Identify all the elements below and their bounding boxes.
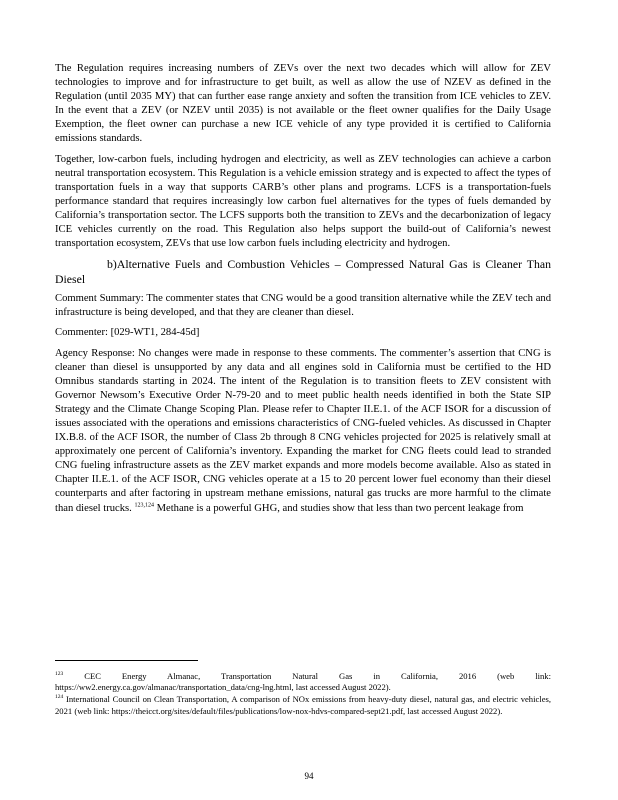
footnote-reference[interactable]: 123,124 bbox=[134, 502, 154, 508]
footnote-text: CEC Energy Almanac, Transportation Natural Gas in California, 2016 (web link: https://ww2.energy.ca.gov/almanac/transportation_data/cng-lng.html, last accessed August 2022). bbox=[55, 671, 551, 693]
agency-response bbox=[55, 347, 551, 516]
footnote-number: 124 bbox=[55, 694, 64, 701]
footnotes bbox=[55, 671, 551, 718]
paragraph-regulation-zev-requirements: The Regulation requires increasing numbers of ZEVs over the next two decades which will allow for ZEV technologies to improve and for infrastructure to get built, as well as allow the use of NZEV as defined in the Regulation (until 2035 MY) that can further ease range anxiety and soften the transition from ICE vehicles to ZEV. In the event that a ZEV (or NZEV until 2035) is not available or the fleet owner qualifies for the Daily Usage Exemption, the fleet owner can purchase a new ICE vehicle of any type provided it is certified to California emissions standards. bbox=[55, 63, 551, 145]
page-number: 94 bbox=[304, 771, 314, 781]
section-heading: b)Alternative Fuels and Combustion Vehicles – Compressed Natural Gas is Cleaner Than Diesel bbox=[55, 257, 551, 287]
commenter-line: Commenter: [029-WT1, 284-45d] bbox=[55, 327, 200, 339]
footnote-item bbox=[55, 694, 551, 716]
comment-summary: Comment Summary: The commenter states that CNG would be a good transition alternative while the ZEV tech and infrastructure is being developed, and that they are cleaner than diesel. bbox=[55, 293, 551, 319]
agency-response-text: Agency Response: No changes were made in response to these comments. The commenter’s assertion that CNG is cleaner than diesel is unsupported by any data and all engines sold in California must be certified to the HD Omnibus standards starting in 2024. The intent of the Regulation is to transition fleets to ZEV consistent with Governor Newsom’s Executive Order N-79-20 and to meet public health needs identified in both the State SIP Strategy and the Climate Change Scoping Plan. Please refer to Chapter II.E.1. of the ACF ISOR for a discussion of issues associated with the operations and emissions characteristics of CNG-fueled vehicles. As discussed in Chapter IX.B.8. of the ACF ISOR, the number of Class 2b through 8 CNG vehicles projected for 2025 is relatively small at approximately one percent of California’s inventory. Expanding the market for CNG fleets could lead to stranded CNG fueling infrastructure assets as the ZEV market expands and more models become available. Also as stated in Chapter II.E.1. of the ACF ISOR, CNG vehicles operate at a 15 to 20 percent lower fuel economy than their diesel counterparts and after factoring in upstream methane emissions, natural gas trucks are more harmful to the climate than diesel trucks. bbox=[55, 347, 551, 514]
agency-response-continuation: Methane is a powerful GHG, and studies show that less than two percent leakage from bbox=[156, 502, 524, 514]
paragraph-low-carbon-fuels: Together, low-carbon fuels, including hydrogen and electricity, as well as ZEV technologies can achieve a carbon neutral transportation ecosystem. This Regulation is a vehicle emission strategy and is expected to affect the types of transportation fuels in a way that supports CARB’s other plans and programs. LCFS is a transportation-fuels performance standard that requires increasingly low carbon fuel alternatives for the types of fuels demanded by California’s transportation sector. The LCFS supports both the transition to ZEVs and the decarbonization of legacy ICE vehicles currently on the road. This Regulation also helps support the build-out of California’s newest transportation ecosystem, ZEVs that use low carbon fuels including electricity and hydrogen. bbox=[55, 153, 551, 250]
page-body bbox=[55, 62, 551, 516]
footnote-number: 123 bbox=[55, 671, 64, 678]
footnote-separator bbox=[55, 660, 198, 661]
footnote-text: International Council on Clean Transportation, A comparison of NOx emissions from heavy-duty diesel, natural gas, and electric vehicles, 2021 (web link: https://theicct.org/sites/default/files/publications/low-nox-hdvs-compared-sept21.pdf, last accessed August 2022). bbox=[55, 694, 551, 716]
footnote-item bbox=[55, 671, 551, 693]
